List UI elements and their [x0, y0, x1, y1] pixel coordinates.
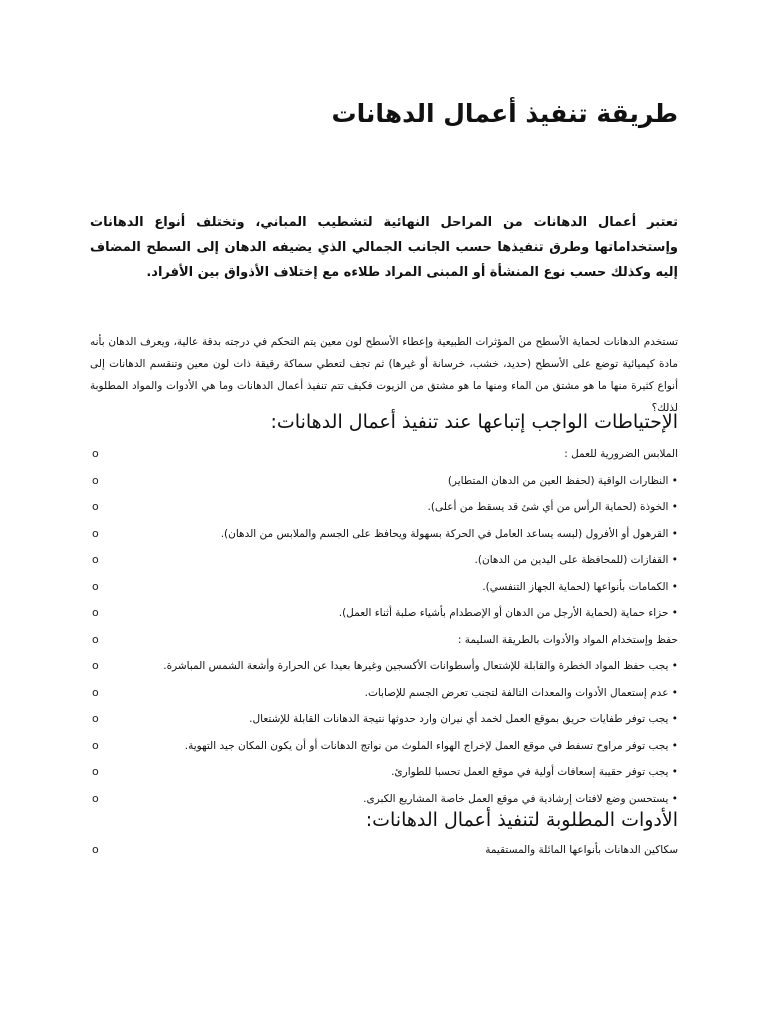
list-item: o • حزاء حماية (لحماية الأرجل من الدهان أو الإصطدام بأشياء صلبة أثناء العمل). — [90, 600, 678, 627]
precautions-heading: الإحتياطات الواجب إتباعها عند تنفيذ أعمال الدهانات: — [270, 411, 678, 433]
circle-bullet-icon: o — [92, 843, 99, 856]
circle-bullet-icon: o — [92, 447, 99, 460]
circle-bullet-icon: o — [92, 791, 99, 805]
list-item: o • القفازات (للمحافظة على اليدين من الدهان). — [90, 547, 678, 574]
list-item: o حفظ وإستخدام المواد والأدوات بالطريقة السليمة : — [90, 627, 678, 654]
list-item: o • الخوذة (لحماية الرأس من أي شئ قد يسقط من أعلى). — [90, 494, 678, 521]
list-item: o • الكمامات بأنواعها (لحماية الجهاز التنفسي). — [90, 574, 678, 601]
circle-bullet-icon: o — [92, 632, 99, 646]
page-title: طريقة تنفيذ أعمال الدهانات — [331, 99, 678, 128]
list-item: o • يجب حفظ المواد الخطرة والقابلة للإشتعال وأسطوانات الأكسجين وغيرها بعيدا عن الحرارة وأشعة الشمس المباشرة. — [90, 653, 678, 680]
circle-bullet-icon: o — [92, 526, 99, 540]
list-item: o • يجب توفر طفايات حريق بموقع العمل لخمد أي نيران وارد حدوثها نتيجة الدهانات القابلة للإشتعال. — [90, 706, 678, 733]
tools-list — [90, 837, 678, 864]
list-item: o الملابس الضرورية للعمل : — [90, 441, 678, 468]
circle-bullet-icon: o — [92, 712, 99, 725]
list-item: o • يجب توفر حقيبة إسعافات أولية في موقع العمل تحسبا للطوارئ. — [90, 759, 678, 786]
circle-bullet-icon: o — [92, 659, 99, 672]
circle-bullet-icon: o — [92, 473, 99, 487]
circle-bullet-icon: o — [92, 579, 99, 593]
precautions-list — [90, 441, 678, 812]
circle-bullet-icon: o — [92, 685, 99, 699]
circle-bullet-icon: o — [92, 553, 99, 566]
circle-bullet-icon: o — [92, 606, 99, 619]
tools-heading: الأدوات المطلوبة لتنفيذ أعمال الدهانات: — [365, 809, 678, 831]
list-item: o • عدم إستعمال الأدوات والمعدات التالفة لتجنب تعرض الجسم للإصابات. — [90, 680, 678, 707]
circle-bullet-icon: o — [92, 500, 99, 513]
list-item: o سكاكين الدهانات بأنواعها المائلة والمستقيمة — [90, 837, 678, 864]
description-paragraph: تستخدم الدهانات لحماية الأسطح من المؤثرات الطبيعية وإعطاء الأسطح لون معين يتم التحكم في درجته بدقة عالية، ويعرف الدهان بأنه مادة كيميائية توضع على الأسطح (حديد، خشب، خرسانة أو غيرها) ثم تجف لتعطي سماكة رقيقة ذات لون معين وتنقسم الدهانات إلى أنواع كثيرة منها ما هو مشتق من الماء ومنها ما هو مشتق من الزيوت فكيف تتم تنفيذ أعمال الدهانات وما هي الأدوات والمواد المطلوبة لذلك؟ — [90, 336, 678, 414]
circle-bullet-icon: o — [92, 765, 99, 778]
intro-paragraph: تعتبر أعمال الدهانات من المراحل النهائية لتشطيب المباني، وتختلف أنواع الدهانات وإستخداماتها وطرق تنفيذها حسب الجانب الجمالي الذي يضيفه الدهان إلى السطح المضاف إليه وكذلك حسب نوع المنشأة أو المبنى المراد طلاءه مع إختلاف الأذواق بين الأفراد. — [90, 215, 678, 280]
circle-bullet-icon: o — [92, 738, 99, 752]
list-item: o • النظارات الواقية (لحفظ العين من الدهان المتطاير) — [90, 468, 678, 495]
list-item: o • يجب توفر مراوح تسفط في موقع العمل لإخراج الهواء الملوث من نواتج الدهانات أو أن يكون المكان جيد التهوية. — [90, 733, 678, 760]
list-item: o • القرهول أو الأفرول (لبسه يساعد العامل في الحركة بسهولة ويحافظ على الجسم والملابس من الدهان). — [90, 521, 678, 548]
list-item: o • يستحسن وضع لافتات إرشادية في موقع العمل خاصة المشاريع الكبرى. — [90, 786, 678, 813]
